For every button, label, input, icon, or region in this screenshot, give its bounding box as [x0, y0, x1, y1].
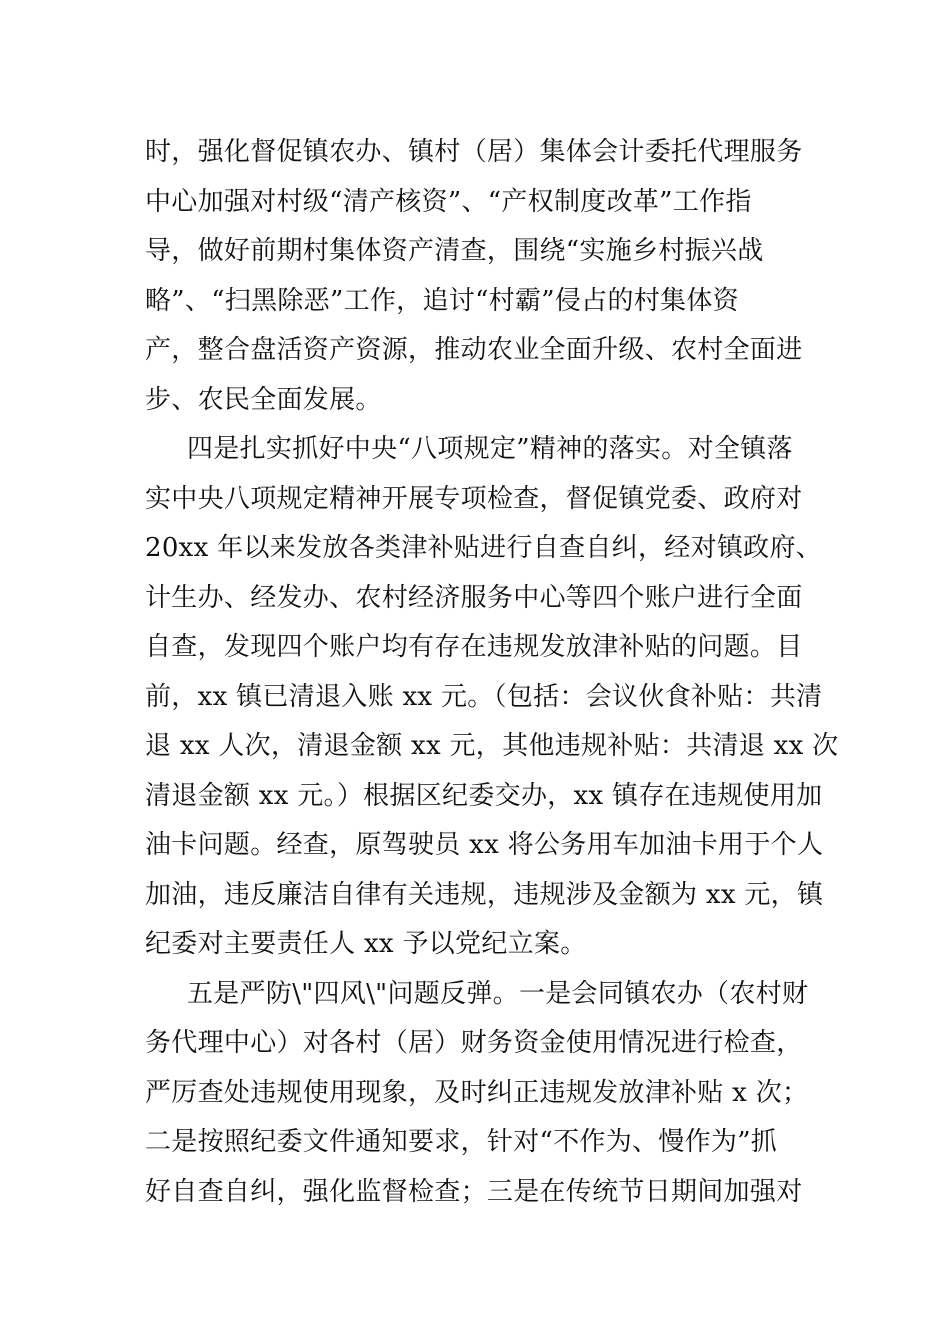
- text-line: 退 xx 人次，清退金额 xx 元，其他违规补贴：共清退 xx 次: [145, 731, 839, 761]
- text-line: 产，整合盘活资产资源，推动农业全面升级、农村全面进: [145, 335, 803, 365]
- text-line: 20xx 年以来发放各类津补贴进行自查自纠，经对镇政府、: [145, 533, 823, 563]
- text-line: 实中央八项规定精神开展专项检查，督促镇党委、政府对: [145, 483, 803, 514]
- text-line: 好自查自纠，强化监督检查；三是在传统节日期间加强对: [145, 1176, 803, 1207]
- text-line: 清退金额 xx 元。）根据区纪委交办，xx 镇存在违规使用加: [145, 780, 823, 811]
- text-line: 略”、“扫黑除恶”工作，追讨“村霸”侵占的村集体资: [145, 285, 739, 316]
- text-line: 导，做好前期村集体资产清查，围绕“实施乡村振兴战: [145, 236, 764, 266]
- document-body: [145, 128, 839, 1217]
- paragraph-start-line: 四是扎实抓好中央“八项规定”精神的落实。对全镇落: [187, 434, 793, 464]
- text-line: 务代理中心）对各村（居）财务资金使用情况进行检查，: [145, 1028, 803, 1058]
- text-line: 油卡问题。经查，原驾驶员 xx 将公务用车加油卡用于个人: [145, 830, 824, 860]
- text-line: 时，强化督促镇农办、镇村（居）集体会计委托代理服务: [145, 137, 803, 167]
- text-line: 计生办、经发办、农村经济服务中心等四个账户进行全面: [145, 582, 803, 613]
- text-line: 纪委对主要责任人 xx 予以党纪立案。: [145, 929, 587, 959]
- text-line: 自查，发现四个账户均有存在违规发放津补贴的问题。目: [145, 632, 803, 662]
- text-line: 严厉查处违规使用现象，及时纠正违规发放津补贴 x 次；: [145, 1077, 809, 1108]
- text-line: 步、农民全面发展。: [145, 384, 382, 415]
- text-line: 中心加强对村级“清产核资”、“产权制度改革”工作指: [145, 186, 752, 217]
- text-line: 加油，违反廉洁自律有关违规，违规涉及金额为 xx 元，镇: [145, 879, 824, 910]
- text-line: 前，xx 镇已清退入账 xx 元。（包括：会议伙食补贴：共清: [145, 681, 823, 712]
- text-line: 二是按照纪委文件通知要求，针对“不作为、慢作为”抓: [145, 1127, 778, 1157]
- paragraph-start-line: 五是严防\"四风\"问题反弹。一是会同镇农办（农村财: [187, 978, 809, 1009]
